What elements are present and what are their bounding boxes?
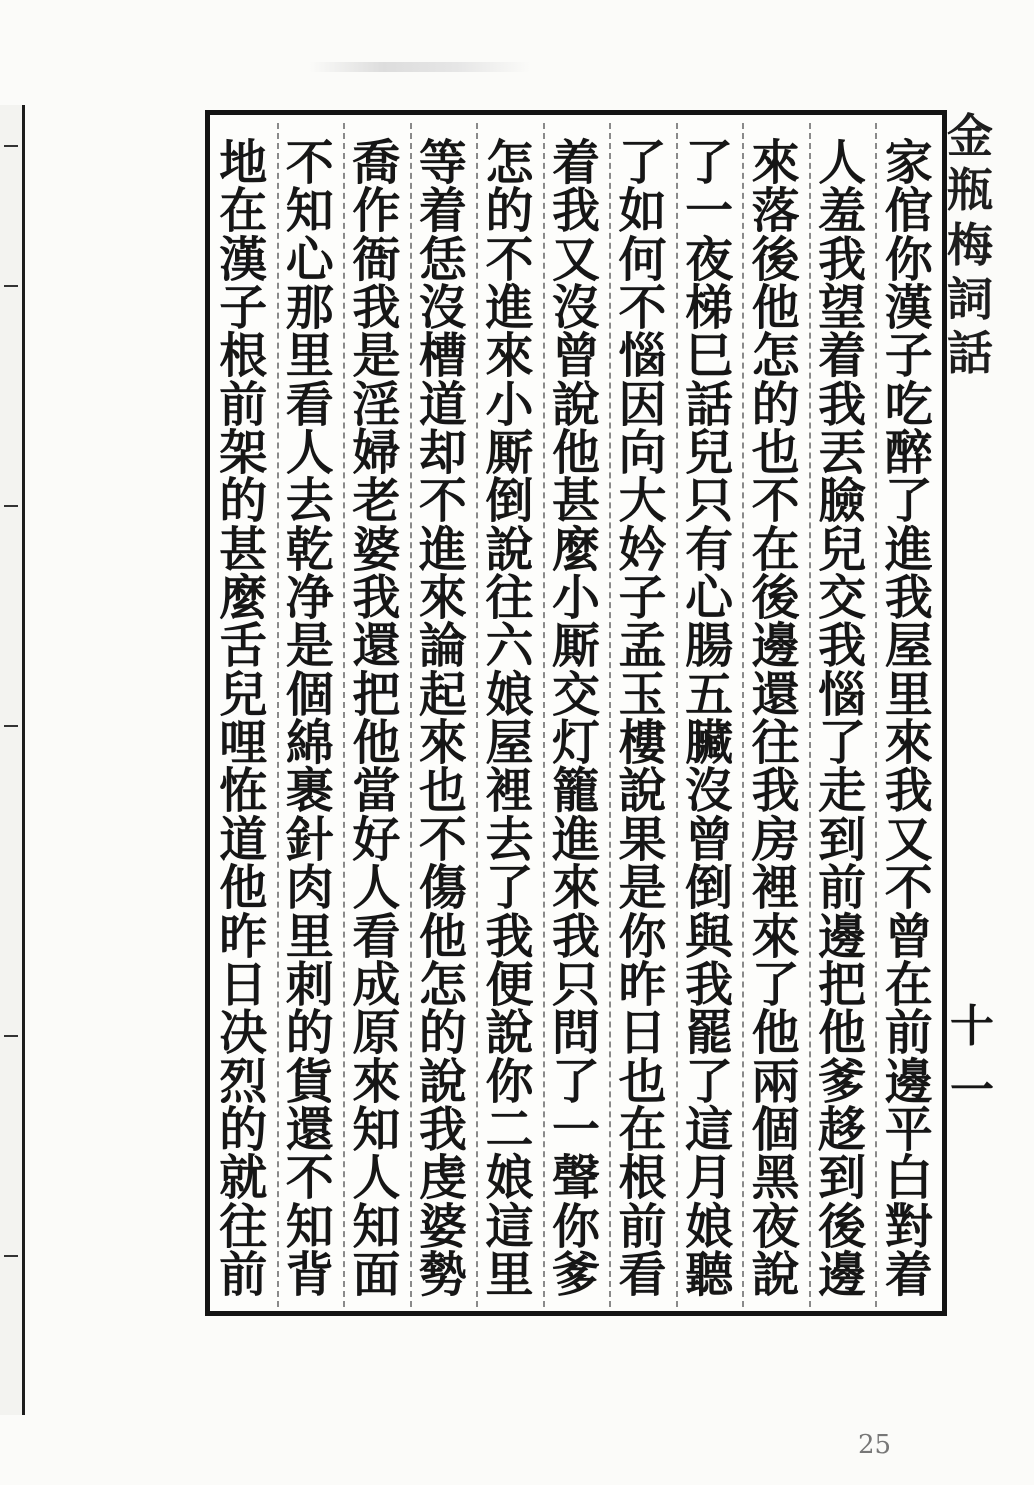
text-char: 不 <box>418 473 467 530</box>
text-char: 道 <box>418 376 467 433</box>
text-column <box>876 125 942 1305</box>
text-char: 房 <box>751 811 800 868</box>
text-char: 二 <box>485 1101 534 1158</box>
text-char: 麼 <box>551 521 600 578</box>
text-char: 乾 <box>285 521 334 578</box>
text-char: 倒 <box>485 473 534 530</box>
text-char: 我 <box>884 570 933 627</box>
text-char: 有 <box>685 521 734 578</box>
text-char: 里 <box>285 328 334 385</box>
title-char: 梅 <box>947 217 993 272</box>
text-char: 籠 <box>551 763 600 820</box>
text-char: 把 <box>818 956 867 1013</box>
text-char: 槽 <box>418 328 467 385</box>
text-char: 了 <box>818 715 867 772</box>
text-char: 當 <box>352 763 401 820</box>
text-char: 怎 <box>418 956 467 1013</box>
text-char: 他 <box>751 280 800 337</box>
text-char: 恁 <box>418 231 467 288</box>
text-char: 根 <box>618 1150 667 1207</box>
text-char: 邊 <box>751 618 800 675</box>
text-char: 心 <box>285 231 334 288</box>
text-char: 到 <box>818 811 867 868</box>
text-char: 後 <box>751 231 800 288</box>
text-char: 麼 <box>219 570 268 627</box>
text-char: 里 <box>485 1246 534 1303</box>
text-char: 還 <box>751 666 800 723</box>
text-char: 是 <box>618 860 667 917</box>
text-char: 我 <box>551 183 600 240</box>
text-char: 來 <box>551 860 600 917</box>
text-char: 妗 <box>618 521 667 578</box>
text-char: 人 <box>285 425 334 482</box>
text-char: 人 <box>352 1150 401 1207</box>
text-char: 昨 <box>219 908 268 965</box>
text-char: 進 <box>551 811 600 868</box>
text-char: 進 <box>418 521 467 578</box>
text-column <box>277 125 343 1305</box>
text-char: 日 <box>219 956 268 1013</box>
text-column <box>210 125 276 1305</box>
text-char: 厮 <box>485 425 534 482</box>
text-char: 來 <box>751 135 800 191</box>
text-char: 來 <box>751 908 800 965</box>
text-char: 是 <box>352 328 401 385</box>
text-char: 怎 <box>485 135 534 191</box>
text-char: 前 <box>618 1198 667 1255</box>
text-char: 我 <box>485 908 534 965</box>
text-char: 你 <box>551 1198 600 1255</box>
text-char: 婆 <box>418 1198 467 1255</box>
text-char: 聽 <box>685 1246 734 1303</box>
text-char: 淫 <box>352 376 401 433</box>
text-char: 我 <box>818 618 867 675</box>
text-char: 他 <box>751 1005 800 1062</box>
text-char: 平 <box>884 1101 933 1158</box>
text-char: 了 <box>685 135 734 191</box>
text-char: 着 <box>418 183 467 240</box>
text-char: 子 <box>618 570 667 627</box>
text-char: 樓 <box>618 715 667 772</box>
text-column <box>343 125 409 1305</box>
text-char: 話 <box>685 376 734 433</box>
text-char: 去 <box>485 811 534 868</box>
text-char: 知 <box>352 1101 401 1158</box>
text-char: 趍 <box>818 1101 867 1158</box>
text-char: 針 <box>285 811 334 868</box>
text-char: 六 <box>485 618 534 675</box>
text-char: 前 <box>818 860 867 917</box>
text-char: 他 <box>418 908 467 965</box>
text-char: 在 <box>884 956 933 1013</box>
text-char: 不 <box>285 1150 334 1207</box>
text-char: 曾 <box>884 908 933 965</box>
text-char: 說 <box>418 1053 467 1110</box>
text-column <box>410 125 476 1305</box>
text-char: 里 <box>285 908 334 965</box>
text-char: 來 <box>418 570 467 627</box>
text-char: 起 <box>418 666 467 723</box>
text-char: 夜 <box>751 1198 800 1255</box>
text-column <box>610 125 676 1305</box>
text-char: 漢 <box>884 280 933 337</box>
title-char: 詞 <box>947 271 993 326</box>
text-char: 貨 <box>285 1053 334 1110</box>
text-char: 邊 <box>818 1246 867 1303</box>
leaf-number: 十一 <box>950 1001 994 1116</box>
column-rule <box>676 123 678 1307</box>
column-rule <box>410 123 412 1307</box>
text-char: 裹 <box>285 763 334 820</box>
bleed-through-marks <box>310 62 530 72</box>
text-char: 果 <box>618 811 667 868</box>
text-char: 我 <box>751 763 800 820</box>
text-char: 向 <box>618 425 667 482</box>
text-char: 我 <box>352 570 401 627</box>
text-char: 成 <box>352 956 401 1013</box>
book-title-margin <box>945 109 995 632</box>
text-char: 往 <box>485 570 534 627</box>
text-char: 甚 <box>219 521 268 578</box>
text-char: 說 <box>485 521 534 578</box>
text-char: 决 <box>219 1005 268 1062</box>
text-char: 烈 <box>219 1053 268 1110</box>
text-char: 腸 <box>685 618 734 675</box>
text-char: 灯 <box>551 715 600 772</box>
text-char: 昨 <box>618 956 667 1013</box>
text-char: 只 <box>685 473 734 530</box>
text-char: 邊 <box>818 908 867 965</box>
text-char: 進 <box>485 280 534 337</box>
text-char: 不 <box>485 231 534 288</box>
column-rule <box>543 123 545 1307</box>
text-char: 我 <box>418 1101 467 1158</box>
column-rule <box>277 123 279 1307</box>
text-char: 說 <box>618 763 667 820</box>
text-char: 個 <box>751 1101 800 1158</box>
text-char: 的 <box>485 183 534 240</box>
text-char: 人 <box>352 860 401 917</box>
text-char: 邊 <box>884 1053 933 1110</box>
text-char: 只 <box>551 956 600 1013</box>
text-char: 巳 <box>685 328 734 385</box>
text-char: 到 <box>818 1150 867 1207</box>
text-char: 看 <box>285 376 334 433</box>
text-char: 根 <box>219 328 268 385</box>
text-char: 說 <box>551 376 600 433</box>
text-char: 曾 <box>685 811 734 868</box>
text-char: 來 <box>485 328 534 385</box>
text-char: 地 <box>219 135 268 191</box>
text-char: 便 <box>485 956 534 1013</box>
text-char: 刺 <box>285 956 334 1013</box>
text-column <box>809 125 875 1305</box>
text-char: 老 <box>352 473 401 530</box>
text-char: 肉 <box>285 860 334 917</box>
column-rule <box>343 123 345 1307</box>
text-char: 我 <box>551 908 600 965</box>
text-char: 又 <box>884 811 933 868</box>
text-char: 後 <box>751 570 800 627</box>
text-char: 前 <box>219 1246 268 1303</box>
text-char: 甚 <box>551 473 600 530</box>
text-char: 厮 <box>551 618 600 675</box>
text-char: 傷 <box>418 860 467 917</box>
text-char: 的 <box>219 1101 268 1158</box>
text-char: 走 <box>818 763 867 820</box>
text-char: 我 <box>884 763 933 820</box>
text-char: 家 <box>884 135 933 191</box>
text-char: 吃 <box>884 376 933 433</box>
text-char: 子 <box>884 328 933 385</box>
text-column <box>676 125 742 1305</box>
text-char: 面 <box>352 1246 401 1303</box>
text-char: 前 <box>219 376 268 433</box>
text-char: 就 <box>219 1150 268 1207</box>
text-char: 說 <box>751 1246 800 1303</box>
text-char: 勢 <box>418 1246 467 1303</box>
text-char: 五 <box>685 666 734 723</box>
text-char: 夜 <box>685 231 734 288</box>
text-char: 那 <box>285 280 334 337</box>
text-char: 我 <box>818 231 867 288</box>
text-char: 爹 <box>818 1053 867 1110</box>
text-column <box>743 125 809 1305</box>
text-char: 交 <box>551 666 600 723</box>
text-char: 他 <box>818 1005 867 1062</box>
text-char: 如 <box>618 183 667 240</box>
text-block-frame <box>205 110 947 1316</box>
text-char: 喬 <box>352 135 401 191</box>
text-char: 的 <box>418 1005 467 1062</box>
text-char: 着 <box>884 1246 933 1303</box>
text-char: 你 <box>884 231 933 288</box>
text-char: 論 <box>418 618 467 675</box>
text-char: 他 <box>352 715 401 772</box>
column-rule <box>476 123 478 1307</box>
text-char: 與 <box>685 908 734 965</box>
text-char: 也 <box>618 1053 667 1110</box>
text-char: 知 <box>285 1198 334 1255</box>
text-char: 沒 <box>685 763 734 820</box>
text-char: 去 <box>285 473 334 530</box>
text-char: 了 <box>485 860 534 917</box>
text-char: 在 <box>219 183 268 240</box>
text-char: 月 <box>685 1150 734 1207</box>
text-char: 還 <box>352 618 401 675</box>
text-char: 了 <box>751 956 800 1013</box>
text-char: 里 <box>884 666 933 723</box>
text-char: 看 <box>618 1246 667 1303</box>
text-char: 作 <box>352 183 401 240</box>
text-char: 這 <box>485 1198 534 1255</box>
text-char: 往 <box>219 1198 268 1255</box>
text-char: 裡 <box>751 860 800 917</box>
text-char: 屋 <box>485 715 534 772</box>
text-char: 舌 <box>219 618 268 675</box>
text-char: 原 <box>352 1005 401 1062</box>
text-char: 白 <box>884 1150 933 1207</box>
text-char: 在 <box>751 521 800 578</box>
text-char: 說 <box>485 1005 534 1062</box>
text-char: 來 <box>352 1053 401 1110</box>
text-char: 梯 <box>685 280 734 337</box>
text-char: 好 <box>352 811 401 868</box>
column-rule <box>609 123 611 1307</box>
text-char: 我 <box>685 956 734 1013</box>
text-char: 了 <box>551 1053 600 1110</box>
text-char: 不 <box>884 860 933 917</box>
text-char: 的 <box>285 1005 334 1062</box>
text-char: 臟 <box>685 715 734 772</box>
text-char: 日 <box>618 1005 667 1062</box>
text-char: 不 <box>618 280 667 337</box>
title-char: 金 <box>947 109 993 163</box>
text-char: 在 <box>618 1101 667 1158</box>
text-char: 婦 <box>352 425 401 482</box>
text-char: 知 <box>352 1198 401 1255</box>
text-char: 因 <box>618 376 667 433</box>
text-char: 心 <box>685 570 734 627</box>
text-char: 沒 <box>551 280 600 337</box>
text-char: 望 <box>818 280 867 337</box>
text-char: 了 <box>685 1053 734 1110</box>
text-char: 婆 <box>352 521 401 578</box>
text-char: 罷 <box>685 1005 734 1062</box>
text-char: 不 <box>285 135 334 191</box>
text-char: 怎 <box>751 328 800 385</box>
text-char: 交 <box>818 570 867 627</box>
text-char: 把 <box>352 666 401 723</box>
text-char: 净 <box>285 570 334 627</box>
text-char: 來 <box>418 715 467 772</box>
text-char: 你 <box>485 1053 534 1110</box>
text-column <box>543 125 609 1305</box>
text-char: 小 <box>485 376 534 433</box>
text-char: 臉 <box>818 473 867 530</box>
text-char: 我 <box>352 280 401 337</box>
text-char: 爹 <box>551 1246 600 1303</box>
text-char: 前 <box>884 1005 933 1062</box>
title-char: 瓶 <box>947 163 993 218</box>
text-char: 黑 <box>751 1150 800 1207</box>
text-char: 他 <box>551 425 600 482</box>
text-column <box>476 125 542 1305</box>
previous-page-edge <box>0 105 25 1415</box>
text-char: 却 <box>418 425 467 482</box>
text-char: 曾 <box>551 328 600 385</box>
text-char: 也 <box>418 763 467 820</box>
text-char: 兒 <box>685 425 734 482</box>
text-char: 屋 <box>884 618 933 675</box>
text-char: 還 <box>285 1101 334 1158</box>
column-rule <box>875 123 877 1307</box>
text-char: 不 <box>751 473 800 530</box>
text-char: 娘 <box>485 1150 534 1207</box>
text-char: 何 <box>618 231 667 288</box>
text-char: 小 <box>551 570 600 627</box>
text-char: 羞 <box>818 183 867 240</box>
text-char: 沒 <box>418 280 467 337</box>
text-char: 醉 <box>884 425 933 482</box>
text-char: 等 <box>418 135 467 191</box>
text-char: 哩 <box>219 715 268 772</box>
text-char: 兒 <box>818 521 867 578</box>
text-char: 大 <box>618 473 667 530</box>
text-char: 道 <box>219 811 268 868</box>
text-char: 問 <box>551 1005 600 1062</box>
text-char: 子 <box>219 280 268 337</box>
text-char: 娘 <box>685 1198 734 1255</box>
text-char: 孟 <box>618 618 667 675</box>
text-char: 知 <box>285 183 334 240</box>
text-char: 兩 <box>751 1053 800 1110</box>
column-rule <box>809 123 811 1307</box>
text-char: 架 <box>219 425 268 482</box>
text-char: 丟 <box>818 425 867 482</box>
text-char: 着 <box>551 135 600 191</box>
text-char: 不 <box>418 811 467 868</box>
text-char: 看 <box>352 908 401 965</box>
text-char: 這 <box>685 1101 734 1158</box>
text-char: 的 <box>219 473 268 530</box>
text-char: 我 <box>818 376 867 433</box>
page-number: 25 <box>858 1430 892 1460</box>
text-char: 落 <box>751 183 800 240</box>
text-char: 漢 <box>219 231 268 288</box>
text-char: 一 <box>551 1101 600 1158</box>
title-char: 話 <box>947 326 993 381</box>
text-char: 倒 <box>685 860 734 917</box>
text-char: 了 <box>884 473 933 530</box>
text-char: 又 <box>551 231 600 288</box>
text-char: 娘 <box>485 666 534 723</box>
text-char: 着 <box>818 328 867 385</box>
column-rule <box>742 123 744 1307</box>
text-char: 來 <box>884 715 933 772</box>
text-char: 玉 <box>618 666 667 723</box>
text-char: 是 <box>285 618 334 675</box>
text-char: 了 <box>618 135 667 191</box>
text-char: 裡 <box>485 763 534 820</box>
text-char: 倌 <box>884 183 933 240</box>
text-char: 衙 <box>352 231 401 288</box>
text-char: 背 <box>285 1246 334 1303</box>
text-char: 他 <box>219 860 268 917</box>
text-char: 的 <box>751 376 800 433</box>
text-char: 往 <box>751 715 800 772</box>
text-char: 也 <box>751 425 800 482</box>
text-char: 進 <box>884 521 933 578</box>
text-char: 兒 <box>219 666 268 723</box>
text-char: 你 <box>618 908 667 965</box>
text-char: 惱 <box>618 328 667 385</box>
text-char: 虔 <box>418 1150 467 1207</box>
text-char: 恠 <box>219 763 268 820</box>
text-char: 惱 <box>818 666 867 723</box>
text-char: 後 <box>818 1198 867 1255</box>
text-char: 一 <box>685 183 734 240</box>
text-char: 綿 <box>285 715 334 772</box>
text-char: 個 <box>285 666 334 723</box>
text-char: 聲 <box>551 1150 600 1207</box>
text-char: 人 <box>818 135 867 191</box>
text-char: 對 <box>884 1198 933 1255</box>
